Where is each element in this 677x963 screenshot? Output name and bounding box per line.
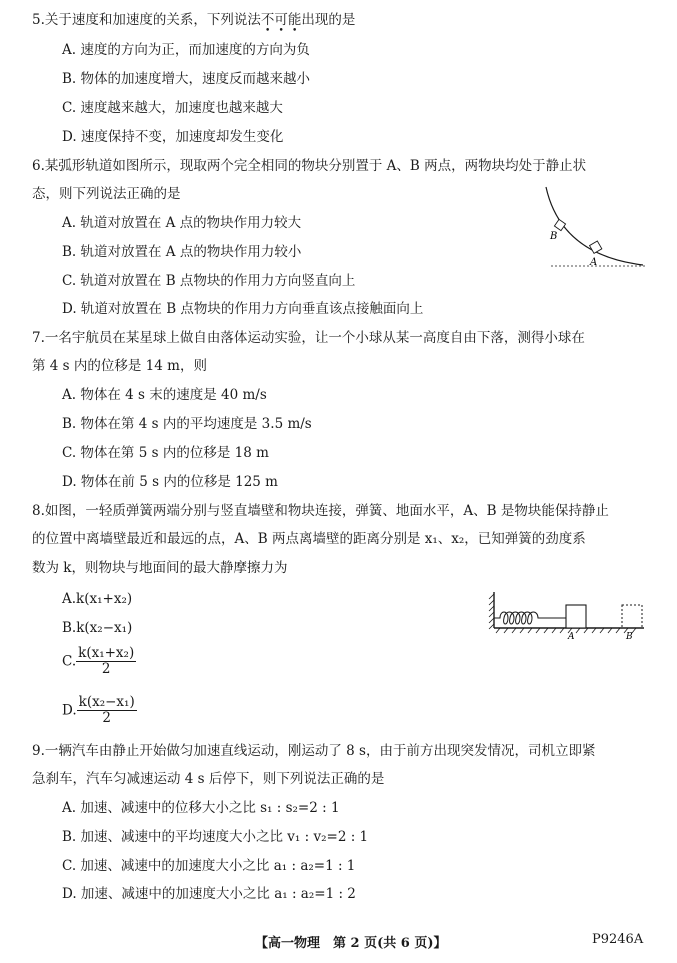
q6-stem-line1: 6.某弧形轨道如图所示，现取两个完全相同的物块分别置于 A、B 两点，两物块均处于静止状 — [32, 158, 587, 174]
q5-emphasis-2: 可 — [274, 12, 288, 28]
ground-hatch — [496, 628, 636, 633]
q8-stem-line1: 8.如图，一轻质弹簧两端分别与竖直墙壁和物块连接，弹簧、地面水平，A、B 是物块能保持静止 — [32, 503, 609, 519]
q8-option-a-expr: k(x₁+x₂) — [76, 591, 133, 607]
q9-option-c: C. 加速、减速中的加速度大小之比 a₁ : a₂=1 : 1 — [62, 858, 356, 874]
q5-emphasis-1: 不 — [260, 12, 275, 28]
q7-stem-line2: 第 4 s 内的位移是 14 m，则 — [32, 358, 207, 374]
q5-stem-post: 出现的是 — [301, 12, 356, 28]
q8-option-d-denominator: 2 — [102, 710, 111, 726]
q6-stem-line2: 态，则下列说法正确的是 — [32, 186, 181, 202]
q7-stem-line1: 7.一名宇航员在某星球上做自由落体运动实验，让一个小球从某一高度自由下落，测得小球在 — [32, 330, 585, 346]
q8-option-c-numerator: k(x₁+x₂) — [78, 645, 135, 661]
q8-option-b-expr: k(x₂−x₁) — [76, 620, 133, 636]
q5-option-d: D. 速度保持不变，加速度却发生变化 — [62, 129, 284, 145]
block-b — [554, 219, 565, 230]
q7-option-d: D. 物体在前 5 s 内的位移是 125 m — [62, 474, 278, 490]
spring — [494, 612, 566, 624]
q5-option-a: A. 速度的方向为正，而加速度的方向为负 — [62, 42, 310, 58]
wall-hatch — [489, 594, 494, 629]
q9-option-d: D. 加速、减速中的加速度大小之比 a₁ : a₂=1 : 2 — [62, 886, 356, 902]
q5-stem — [32, 12, 355, 28]
block-a — [590, 241, 602, 253]
q5-option-c: C. 速度越来越大，加速度也越来越大 — [62, 100, 283, 116]
label-a: A — [568, 632, 575, 640]
q8-stem-line2: 的位置中离墙壁最近和最远的点，A、B 两点离墙壁的距离分别是 x₁、x₂，已知弹簧的劲度系 — [32, 531, 586, 547]
q7-option-a: A. 物体在 4 s 末的速度是 40 m/s — [62, 387, 267, 403]
q9-option-b: B. 加速、减速中的平均速度大小之比 v₁ : v₂=2 : 1 — [62, 829, 369, 845]
q8-option-d-numerator: k(x₂−x₁) — [78, 694, 135, 710]
q8-stem-line3: 数为 k，则物块与地面间的最大静摩擦力为 — [32, 560, 288, 576]
q8-option-a — [62, 591, 132, 607]
paper-code: P9246A — [592, 932, 644, 947]
q8-option-b-label: B. — [62, 620, 77, 636]
q9-option-a: A. 加速、减速中的位移大小之比 s₁ : s₂=2 : 1 — [62, 800, 340, 816]
q9-stem-line1: 9.一辆汽车由静止开始做匀加速直线运动，刚运动了 8 s，由于前方出现突发情况，司机立即紧 — [32, 743, 596, 759]
q8-spring-block-figure — [488, 590, 648, 640]
q8-option-d-fraction — [77, 695, 137, 726]
q9-stem-line2: 急刹车，汽车匀减速运动 4 s 后停下，则下列说法正确的是 — [32, 771, 385, 787]
q6-option-d: D. 轨道对放置在 B 点物块的作用力方向垂直该点接触面向上 — [62, 301, 424, 317]
block-at-a — [566, 605, 586, 628]
q8-option-c-label: C. — [62, 653, 77, 670]
q8-option-c-fraction — [76, 646, 136, 677]
q6-option-c: C. 轨道对放置在 B 点物块的作用力方向竖直向上 — [62, 273, 356, 289]
q8-option-d — [62, 695, 137, 726]
q5-stem-pre: 5.关于速度和加速度的关系，下列说法 — [32, 12, 261, 28]
q5-emphasis-3: 能 — [287, 12, 302, 28]
block-at-b — [622, 605, 642, 628]
q5-option-b: B. 物体的加速度增大，速度反而越来越小 — [62, 71, 311, 87]
q7-option-b: B. 物体在第 4 s 内的平均速度是 3.5 m/s — [62, 416, 312, 432]
q6-arc-track-figure — [543, 185, 653, 273]
q8-option-b — [62, 620, 132, 636]
q8-option-a-label: A. — [62, 591, 77, 607]
q7-option-c: C. 物体在第 5 s 内的位移是 18 m — [62, 445, 269, 461]
q8-option-c-denominator: 2 — [101, 661, 111, 677]
label-b: B — [626, 632, 633, 640]
q6-option-b: B. 轨道对放置在 A 点的物块作用力较小 — [62, 244, 302, 260]
label-b: B — [550, 231, 558, 242]
q8-option-d-label: D. — [62, 702, 77, 719]
page-footer: 【高一物理 第 2 页(共 6 页)】 — [255, 936, 447, 951]
label-a: A — [590, 257, 598, 268]
q8-option-c — [62, 646, 136, 677]
q6-option-a: A. 轨道对放置在 A 点的物块作用力较大 — [62, 215, 302, 231]
